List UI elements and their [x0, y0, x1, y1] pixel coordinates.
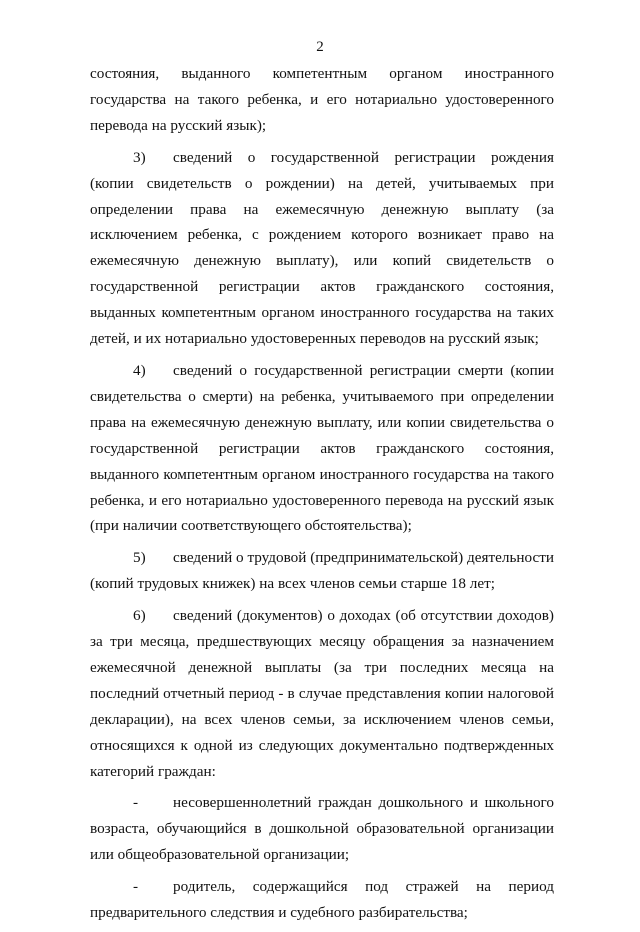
dash-marker: -	[133, 878, 139, 896]
paragraph-continuation	[90, 61, 554, 139]
list-item-3	[90, 145, 554, 352]
paragraph-text: несовершеннолетний граждан дошкольного и школьного возраста, обучающийся в дошкольной образовательной организации или общеобразовательной организации;	[90, 794, 554, 864]
document-body	[90, 61, 554, 932]
paragraph-text: сведений (документов) о доходах (об отсутствии доходов) за три месяца, предшествующих месяцу обращения за назначением ежемесячной денежной выплаты (за три последних месяца на последний отчетный период - в случае представления копии налоговой декларации), на всех членов семьи, за исключением членов семьи, относящихся к одной из следующих документально подтвержденных категорий граждан:	[90, 607, 554, 780]
dash-item-parent	[90, 874, 554, 926]
paragraph-text: родитель, содержащийся под стражей на период предварительного следствия и судебного разбирательства;	[90, 878, 554, 922]
list-marker: 5)	[133, 549, 146, 567]
dash-marker: -	[133, 794, 139, 812]
list-marker: 4)	[133, 361, 146, 379]
paragraph-text: сведений о трудовой (предпринимательской) деятельности (копий трудовых книжек) на всех членов семьи старше 18 лет;	[90, 549, 554, 593]
paragraph-text: сведений о государственной регистрации рождения (копии свидетельств о рождении) на детей, учитываемых при определении права на ежемесячную денежную выплату (за исключением ребенка, с рождением которого возникает право на ежемесячную денежную выплату), или копий свидетельств о государственной регистрации актов гражданского состояния, выданных компетентным органом иностранного государства на таких детей, и их нотариально удостоверенных переводов на русский язык;	[90, 148, 554, 348]
list-item-6	[90, 603, 554, 784]
list-item-4	[90, 358, 554, 539]
paragraph-text: состояния, выданного компетентным органом иностранного государства на такого ребенка, и его нотариально удостоверенного перевода на русский язык);	[90, 65, 554, 134]
list-marker: 6)	[133, 607, 146, 625]
list-marker: 3)	[133, 148, 146, 166]
page-number: 2	[316, 39, 324, 55]
list-item-5	[90, 545, 554, 597]
dash-item-minor	[90, 790, 554, 868]
paragraph-text: сведений о государственной регистрации смерти (копии свидетельства о смерти) на ребенка, учитываемого при определении права на ежемесячную денежную выплату, или копии свидетельства о государственной регистрации актов гражданского состояния, выданного компетентным органом иностранного государства на такого ребенка, и его нотариально удостоверенного перевода на русский язык (при наличии соответствующего обстоятельства);	[90, 361, 554, 535]
